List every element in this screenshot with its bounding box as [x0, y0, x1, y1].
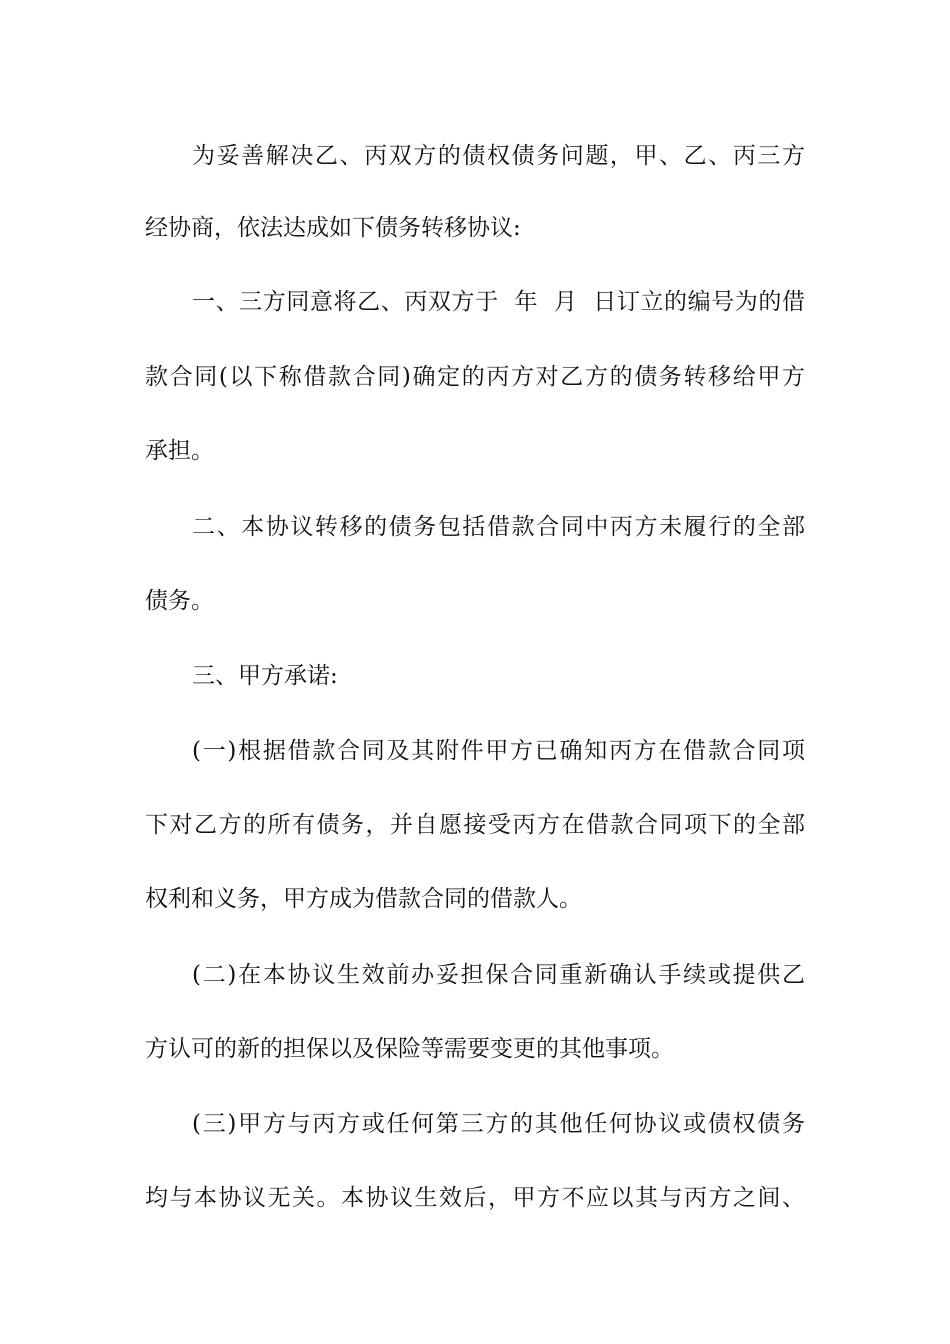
line-6: 二、本协议转移的债务包括借款合同中丙方未履行的全部: [192, 514, 805, 540]
line-4: 款合同(以下称借款合同)确定的丙方对乙方的债务转移给甲方: [145, 364, 805, 390]
line-1: 为妥善解决乙、丙双方的债权债务问题，甲、乙、丙三方: [192, 143, 805, 169]
line-3: 一、三方同意将乙、丙双方于 年 月 日订立的编号为的借: [192, 289, 805, 315]
line-13: 方认可的新的担保以及保险等需要变更的其他事项。: [145, 1036, 674, 1062]
line-15: 均与本协议无关。本协议生效后，甲方不应以其与丙方之间、: [145, 1185, 805, 1211]
line-9: (一)根据借款合同及其附件甲方已确知丙方在借款合同项: [192, 738, 805, 764]
line-8: 三、甲方承诺:: [192, 663, 338, 689]
line-10: 下对乙方的所有债务，并自愿接受丙方在借款合同项下的全部: [145, 812, 805, 838]
line-2: 经协商，依法达成如下债务转移协议:: [145, 215, 521, 241]
line-5: 承担。: [145, 438, 214, 464]
line-12: (二)在本协议生效前办妥担保合同重新确认手续或提供乙: [192, 962, 805, 988]
line-7: 债务。: [145, 588, 214, 614]
line-11: 权利和义务，甲方成为借款合同的借款人。: [145, 886, 582, 912]
line-14: (三)甲方与丙方或任何第三方的其他任何协议或债权债务: [192, 1111, 805, 1137]
